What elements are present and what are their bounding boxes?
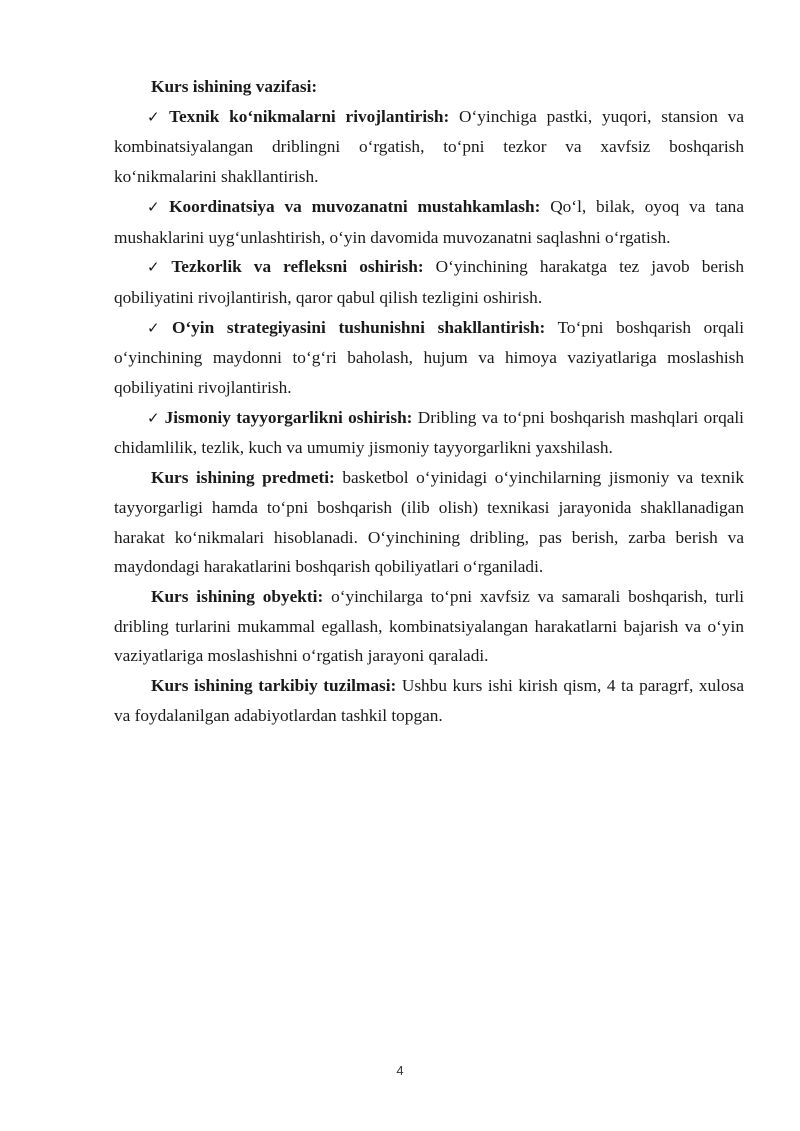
task-text: To‘pni boshqarish orqali o‘yinchining maydonni to‘g‘ri baholash, hujum va himoya vaziyatlariga moslashish qobiliyatini rivojlantirish.	[114, 317, 744, 398]
section-obyekti	[114, 582, 744, 671]
task-title: Jismoniy tayyorgarlikni oshirish:	[164, 407, 413, 427]
checkmark-icon: ✓	[147, 408, 161, 427]
task-text: Qo‘l, bilak, oyoq va tana mushaklarini uyg‘unlashtirish, o‘yin davomida muvozanatni saqlashni o‘rgatish.	[114, 196, 744, 247]
page-number: 4	[396, 1063, 404, 1078]
section-predmeti	[114, 463, 744, 582]
task-title: O‘yin strategiyasini tushunishni shakllantirish:	[171, 317, 546, 337]
checkmark-icon: ✓	[147, 258, 168, 277]
tasks-heading-label: Kurs ishining vazifasi:	[151, 77, 318, 96]
checkmark-icon: ✓	[147, 107, 166, 126]
section-text: basketbol o‘yinidagi o‘yinchilarning jismoniy va texnik tayyorgarligi hamda to‘pni boshqarish (ilib olish) texnikasi jarayonida shakllanadigan harakat ko‘nikmalari hisoblanadi. O‘yinchining dribling, pas berish, zarba berish va maydondagi harakatlarini boshqarish qobiliyatlari o‘rganiladi.	[114, 468, 744, 577]
task-text: O‘yinchiga pastki, yuqori, stansion va kombinatsiyalangan driblingni o‘rgatish, to‘pni tezkor va xavfsiz boshqarish ko‘nikmalarini shakllantirish.	[114, 106, 744, 187]
section-title: Kurs ishining predmeti:	[151, 468, 335, 488]
task-title: Koordinatsiya va muvozanatni mustahkamlash:	[169, 196, 541, 216]
section-title: Kurs ishining tarkibiy tuzilmasi:	[151, 676, 397, 696]
section-tuzilmasi	[114, 671, 744, 730]
checkmark-icon: ✓	[147, 318, 168, 337]
section-title: Kurs ishining obyekti:	[151, 586, 324, 606]
section-text: Ushbu kurs ishi kirish qism, 4 ta paragrf, xulosa va foydalanilgan adabiyotlardan tashkil topgan.	[114, 676, 744, 725]
task-text: O‘yinchining harakatga tez javob berish qobiliyatini rivojlantirish, qaror qabul qilish tezligini oshirish.	[114, 257, 744, 307]
task-title: Tezkorlik va refleksni oshirish:	[171, 257, 424, 277]
task-item	[114, 192, 744, 252]
task-item	[114, 252, 744, 312]
checkmark-icon: ✓	[147, 197, 166, 216]
task-text: Dribling va to‘pni boshqarish mashqlari orqali chidamlilik, tezlik, kuch va umumiy jismoniy tayyorgarlikni yaxshilash.	[114, 407, 744, 458]
task-item	[114, 102, 744, 192]
task-title: Texnik ko‘nikmalarni rivojlantirish:	[169, 106, 450, 126]
tasks-heading	[114, 72, 744, 102]
page-content	[114, 72, 744, 730]
task-item	[114, 313, 744, 403]
section-text: o‘yinchilarga to‘pni xavfsiz va samarali boshqarish, turli dribling turlarini mukammal egallash, kombinatsiyalangan harakatlarni bajarish va o‘yin vaziyatlariga moslashishni o‘rgatish jarayoni qaraladi.	[114, 586, 744, 666]
task-item	[114, 403, 744, 463]
